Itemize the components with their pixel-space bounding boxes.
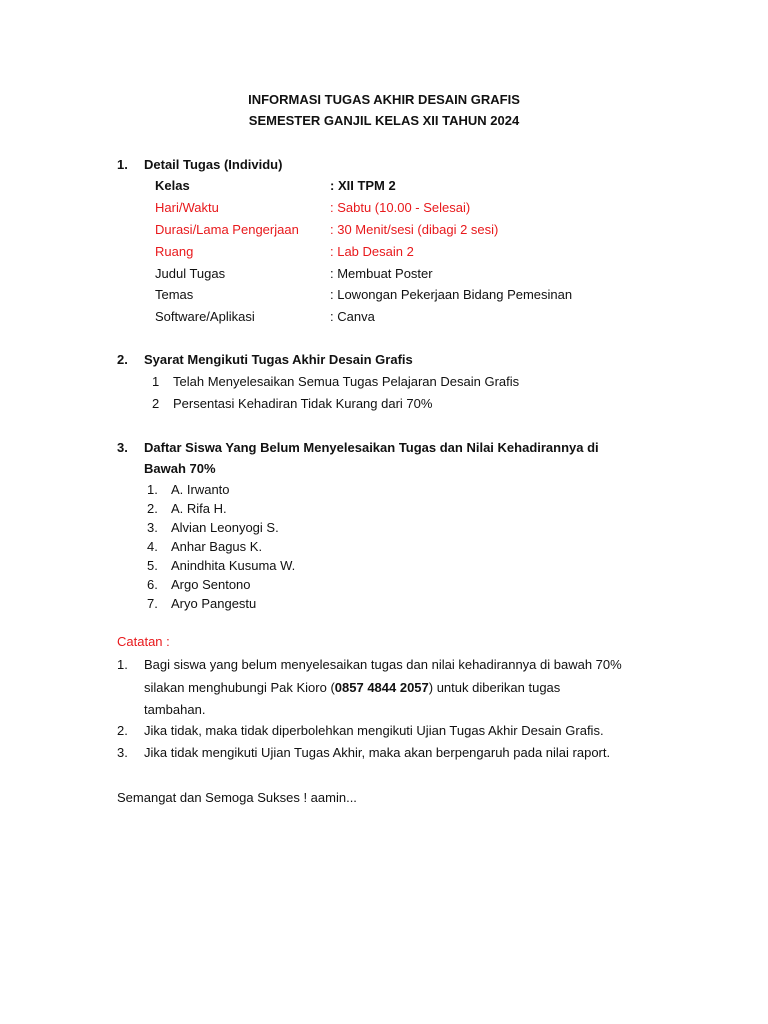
detail-label: Ruang	[155, 244, 194, 259]
detail-value: : Membuat Poster	[330, 266, 433, 281]
doc-title-line2: SEMESTER GANJIL KELAS XII TAHUN 2024	[248, 113, 520, 128]
student-name: A. Rifa H.	[171, 501, 227, 516]
note-number: 1.	[117, 657, 128, 672]
requirement-number: 1	[152, 374, 160, 389]
section2-heading: Syarat Mengikuti Tugas Akhir Desain Grafis	[144, 352, 413, 367]
notes-heading: Catatan :	[117, 634, 170, 649]
requirement-number: 2	[152, 396, 160, 411]
section3-heading-line2: Bawah 70%	[144, 461, 216, 476]
detail-value: : 30 Menit/sesi (dibagi 2 sesi)	[330, 222, 499, 237]
note-1-line3: tambahan.	[144, 702, 206, 717]
requirement-text: Telah Menyelesaikan Semua Tugas Pelajaran Desain Grafis	[173, 374, 520, 389]
doc-title-line1: INFORMASI TUGAS AKHIR DESAIN GRAFIS	[248, 92, 520, 107]
student-name: Anhar Bagus K.	[171, 539, 263, 554]
detail-value: : Lab Desain 2	[330, 244, 414, 259]
student-number: 7.	[147, 596, 158, 611]
detail-label: Software/Aplikasi	[155, 309, 255, 324]
note-number: 3.	[117, 745, 128, 760]
note-3-text: Jika tidak mengikuti Ujian Tugas Akhir, maka akan berpengaruh pada nilai raport.	[144, 745, 611, 760]
detail-label: Temas	[155, 287, 194, 302]
requirement-text: Persentasi Kehadiran Tidak Kurang dari 70%	[173, 396, 433, 411]
student-name: A. Irwanto	[171, 482, 230, 497]
detail-value: : Lowongan Pekerjaan Bidang Pemesinan	[330, 287, 573, 302]
note-number: 2.	[117, 723, 128, 738]
student-number: 1.	[147, 482, 158, 497]
detail-label: Hari/Waktu	[155, 200, 219, 215]
detail-label: Kelas	[155, 178, 190, 193]
student-number: 6.	[147, 577, 158, 592]
student-name: Argo Sentono	[171, 577, 251, 592]
section1-heading: Detail Tugas (Individu)	[144, 157, 283, 172]
student-name: Alvian Leonyogi S.	[171, 520, 279, 535]
section3-number: 3.	[117, 440, 128, 455]
section2-number: 2.	[117, 352, 128, 367]
detail-label: Durasi/Lama Pengerjaan	[155, 222, 299, 237]
student-number: 2.	[147, 501, 158, 516]
closing-text: Semangat dan Semoga Sukses ! aamin...	[117, 790, 357, 805]
student-name: Anindhita Kusuma W.	[171, 558, 296, 573]
detail-value: : Canva	[330, 309, 375, 324]
detail-value: : Sabtu (10.00 - Selesai)	[330, 200, 471, 215]
section3-heading-line1: Daftar Siswa Yang Belum Menyelesaikan Tugas dan Nilai Kehadirannya di	[144, 440, 599, 455]
student-name: Aryo Pangestu	[171, 596, 257, 611]
note-1-text-pre: silakan menghubungi Pak Kioro (	[144, 680, 335, 695]
student-number: 3.	[147, 520, 158, 535]
student-number: 4.	[147, 539, 158, 554]
note-1-text-post: ) untuk diberikan tugas	[428, 680, 561, 695]
note-1-line1: Bagi siswa yang belum menyelesaikan tugas dan nilai kehadirannya di bawah 70%	[144, 657, 622, 672]
note-2-text: Jika tidak, maka tidak diperbolehkan mengikuti Ujian Tugas Akhir Desain Grafis.	[144, 723, 604, 738]
phone-number: 0857 4844 2057	[334, 680, 429, 695]
detail-label: Judul Tugas	[155, 266, 226, 281]
note-1-line2	[144, 680, 560, 695]
detail-value: : XII TPM 2	[330, 178, 396, 193]
student-number: 5.	[147, 558, 158, 573]
section1-number: 1.	[117, 157, 128, 172]
